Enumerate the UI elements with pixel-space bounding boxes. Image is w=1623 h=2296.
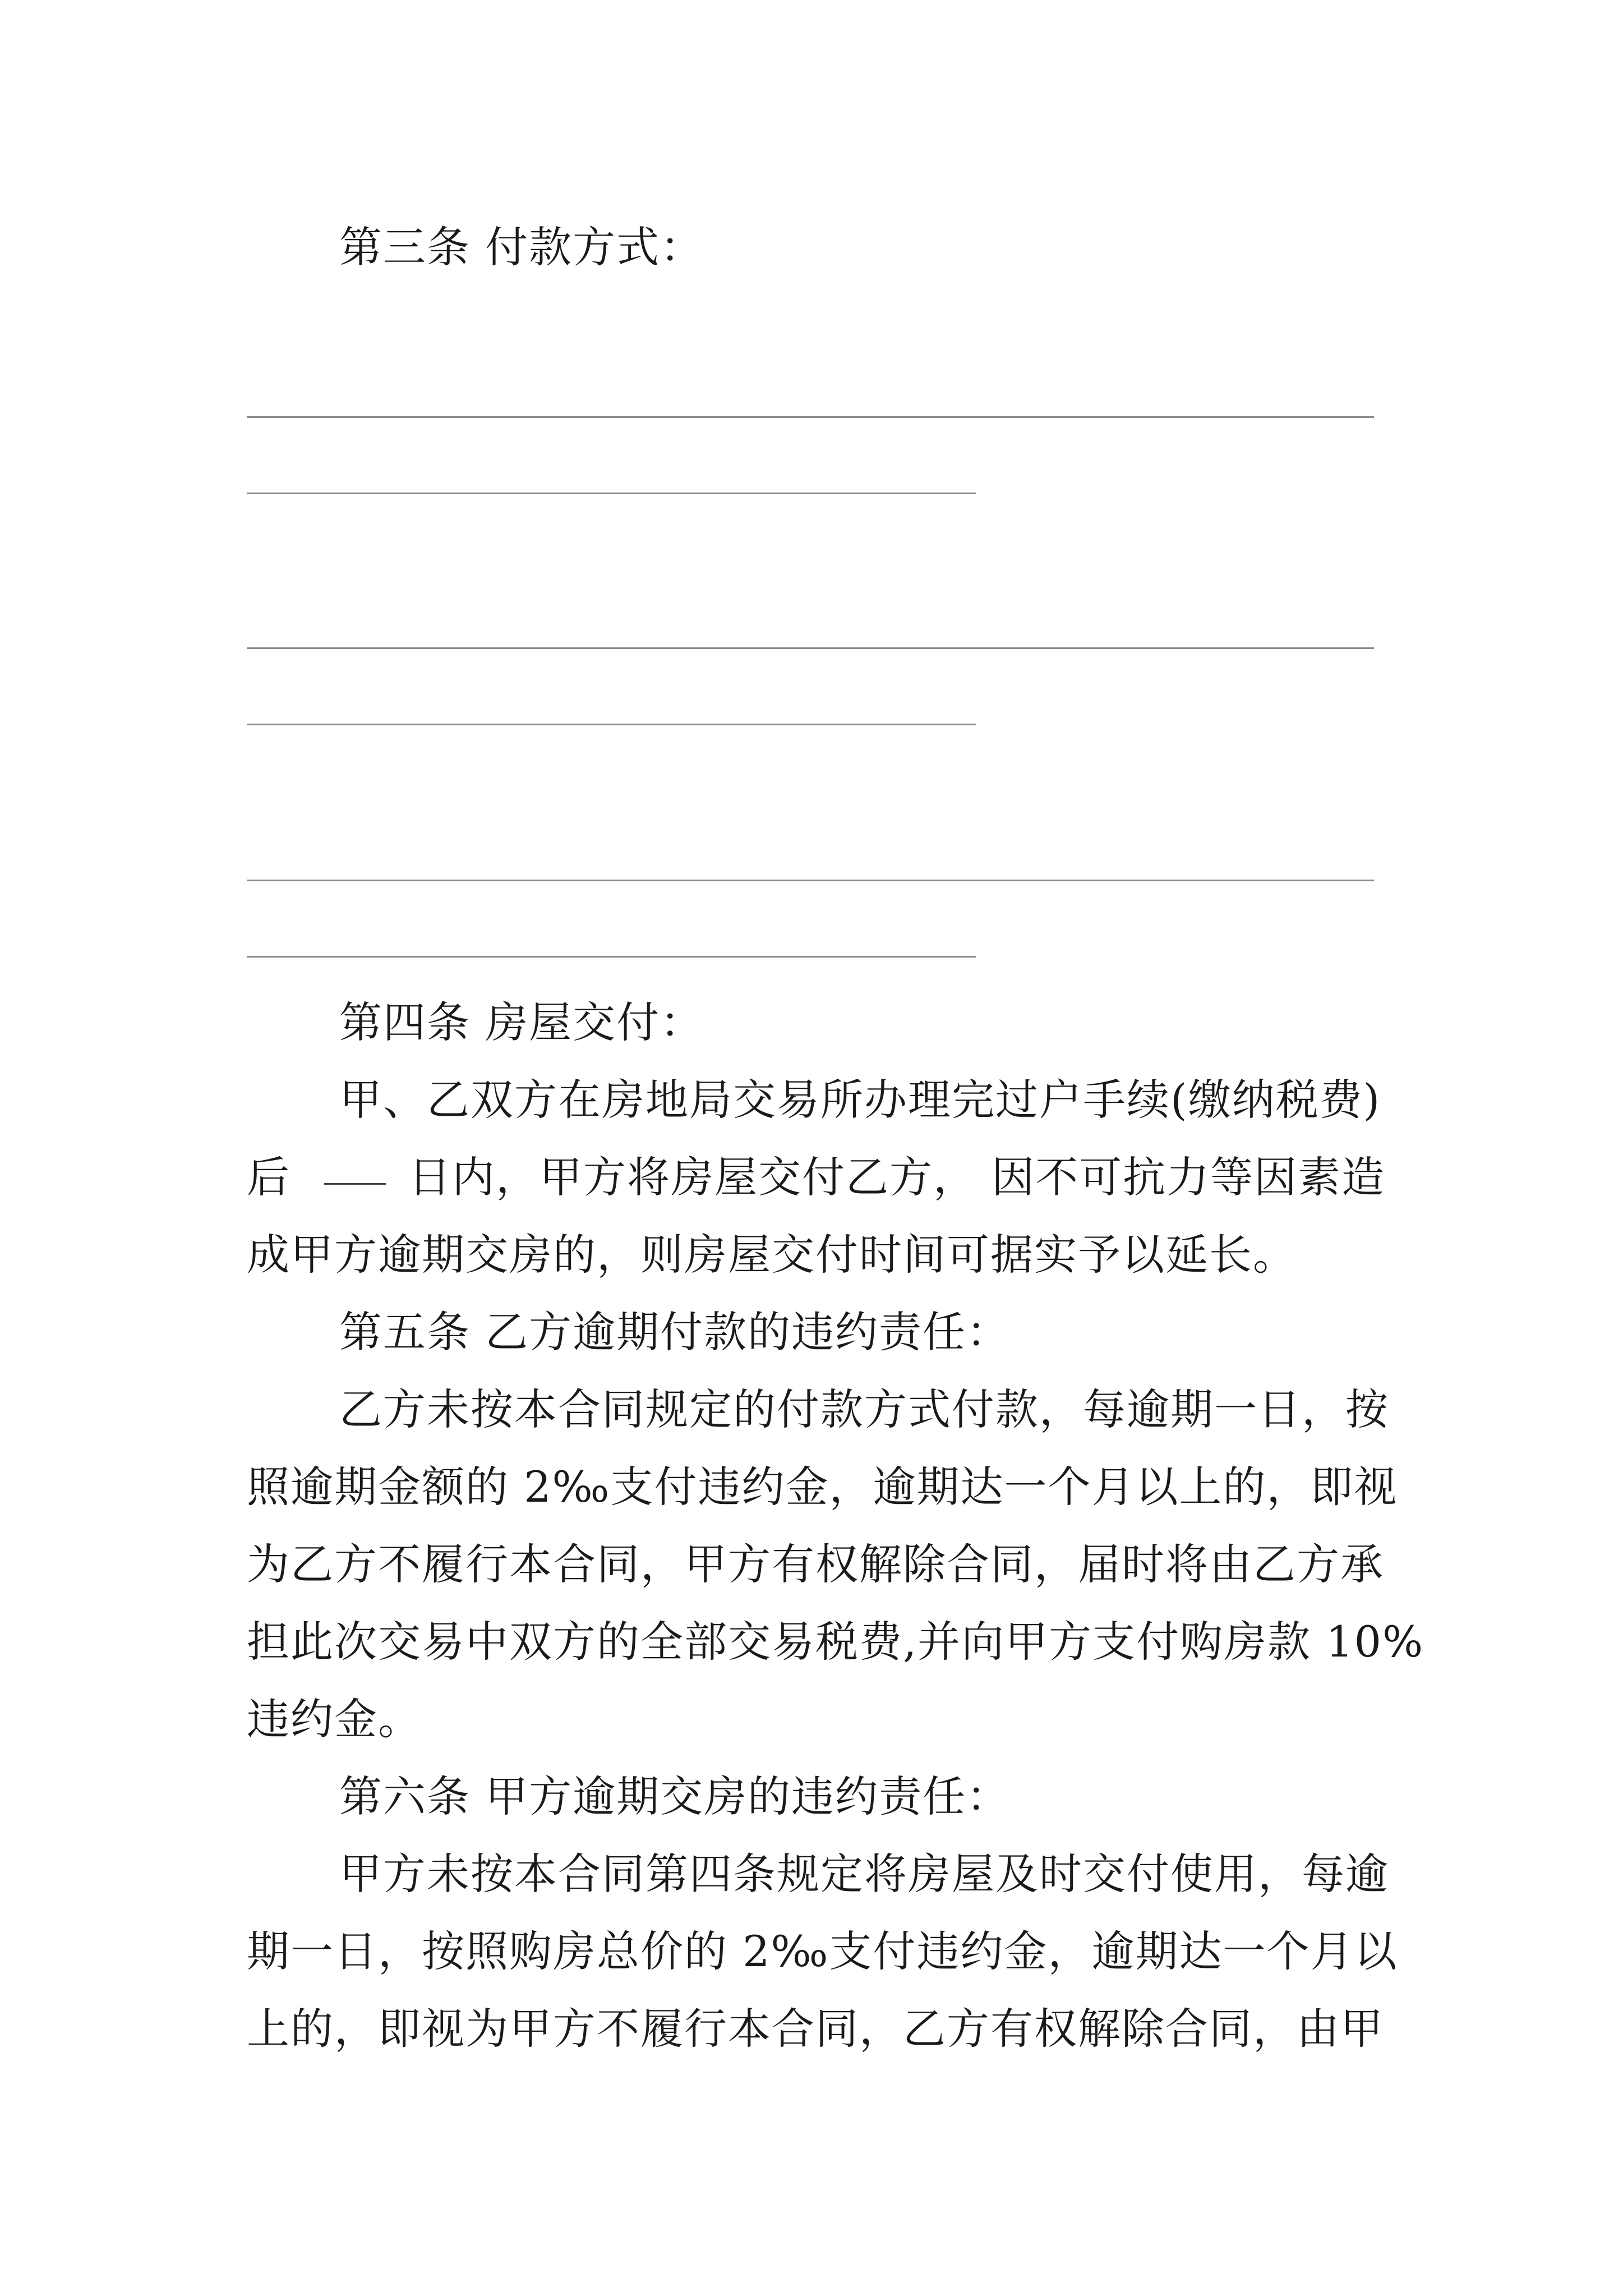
article-6-paragraph-line-1: 甲方未按本合同第四条规定将房屋及时交付使用，每逾: [339, 1849, 1389, 1899]
article-3-title: 第三条 付款方式：: [339, 222, 704, 272]
payment-blank-line-2: [247, 493, 976, 494]
article-4-paragraph-line-1: 甲、乙双方在房地局交易所办理完过户手续(缴纳税费): [339, 1075, 1381, 1125]
article-5-paragraph-line-1: 乙方未按本合同规定的付款方式付款，每逾期一日，按: [339, 1384, 1389, 1434]
article-5-title: 第五条 乙方逾期付款的违约责任：: [339, 1307, 1011, 1357]
article-4-paragraph-line-3: 成甲方逾期交房的，则房屋交付时间可据实予以延长。: [247, 1230, 1297, 1280]
article-4-paragraph-line-2: [247, 1139, 1402, 1216]
delivery-days-blank: [324, 1149, 386, 1185]
article-4-title: 第四条 房屋交付：: [339, 997, 704, 1047]
payment-blank-line-1: [247, 416, 1374, 418]
article-4-line-2-end: 日内，甲方将房屋交付乙方， 因不可抗力等因素造: [408, 1152, 1386, 1202]
article-6-paragraph-line-2: 期一日，按照购房总价的 2‰支付违约金，逾期达一个月以: [247, 1926, 1398, 1976]
article-5-paragraph-line-3: 为乙方不履行本合同，甲方有权解除合同，届时将由乙方承: [247, 1539, 1384, 1589]
article-5-paragraph-line-2: 照逾期金额的 2‰支付违约金，逾期达一个月以上的，即视: [247, 1462, 1398, 1512]
article-4-line-2-start: 后: [247, 1152, 291, 1202]
article-5-paragraph-line-4: 担此次交易中双方的全部交易税费,并向甲方支付购房款 10%: [247, 1617, 1424, 1667]
article-6-paragraph-line-3: 上的，即视为甲方不履行本合同，乙方有权解除合同，由甲: [247, 2004, 1384, 2054]
payment-blank-line-6: [247, 956, 976, 958]
payment-blank-line-3: [247, 647, 1374, 649]
payment-blank-line-5: [247, 880, 1374, 881]
article-5-paragraph-line-5: 违约金。: [247, 1694, 422, 1744]
payment-blank-line-4: [247, 724, 976, 725]
article-6-title: 第六条 甲方逾期交房的违约责任：: [339, 1772, 1011, 1821]
